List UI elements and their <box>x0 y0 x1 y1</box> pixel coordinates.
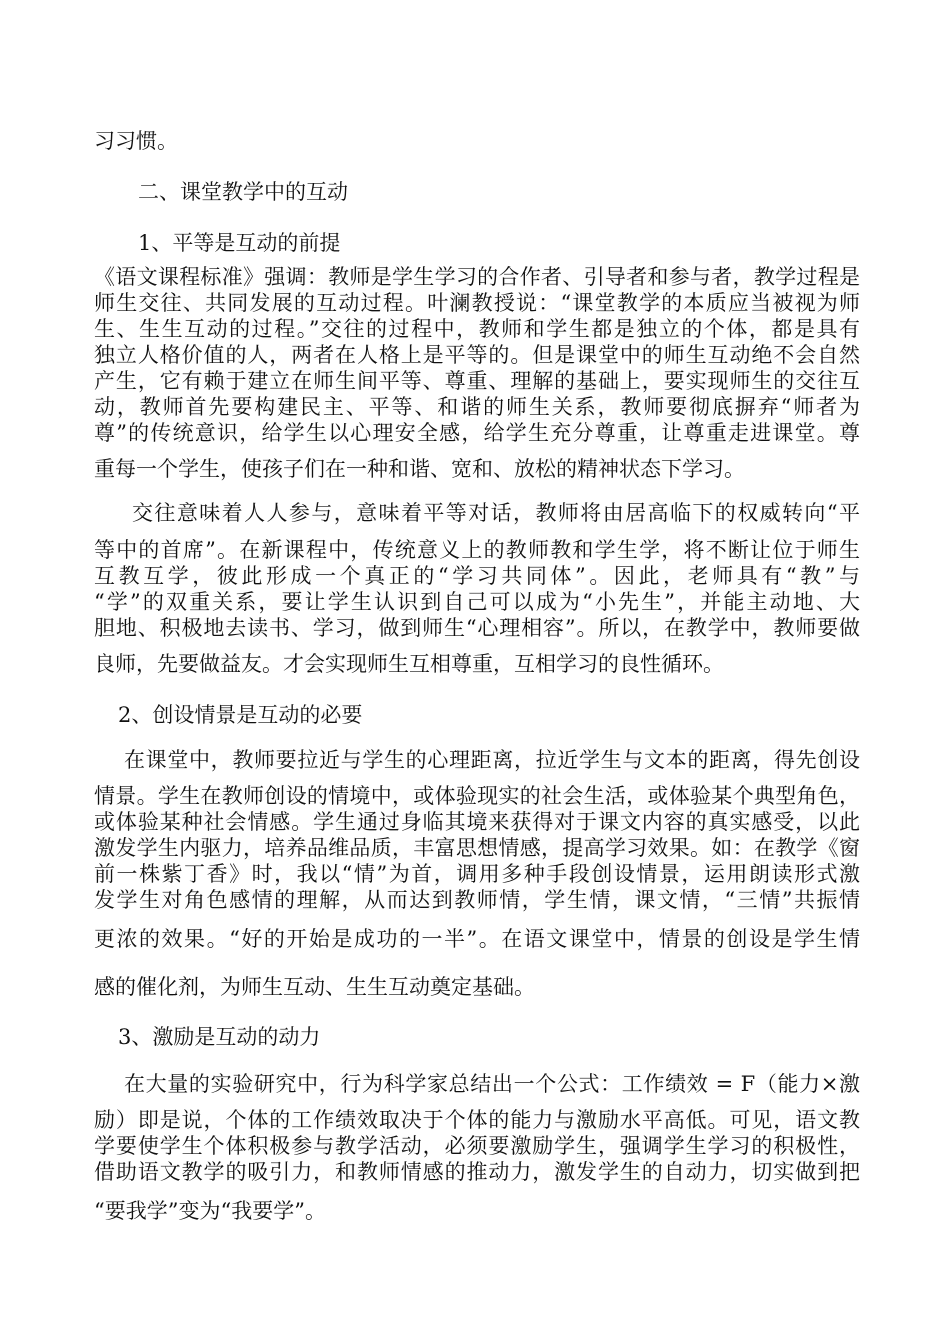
text-line: 前一株紫丁香》时，我以“情”为首，调用多种手段创设情景，运用朗读形式激 <box>94 862 860 886</box>
subsection-heading: 1、平等是互动的前提 <box>138 231 341 255</box>
text-line: 情景。学生在教师创设的情境中，或体验现实的社会生活，或体验某个典型角色， <box>94 784 860 808</box>
text-line: 习习惯。 <box>94 129 178 153</box>
text-line: “学”的双重关系，要让学生认识到自己可以成为“小先生”，并能主动地、大 <box>94 590 860 614</box>
section-heading: 二、课堂教学中的互动 <box>138 180 348 204</box>
text-line: 良师，先要做益友。才会实现师生互相尊重，互相学习的良性循环。 <box>94 652 724 676</box>
text-line: 尊”的传统意识，给学生以心理安全感，给学生充分尊重，让尊重走进课堂。尊 <box>94 421 860 445</box>
text-line: 师生交往、共同发展的互动过程。叶澜教授说：“课堂教学的本质应当被视为师 <box>94 291 860 315</box>
text-line: 更浓的效果。“好的开始是成功的一半”。在语文课堂中，情景的创设是学生情 <box>94 927 860 951</box>
text-line: 学要使学生个体积极参与教学活动，必须要激励学生，强调学生学习的积极性， <box>94 1134 860 1158</box>
text-line: 借助语文教学的吸引力，和教师情感的推动力，激发学生的自动力，切实做到把 <box>94 1160 860 1184</box>
text-line: 重每一个学生，使孩子们在一种和谐、宽和、放松的精神状态下学习。 <box>94 457 745 481</box>
text-line: 独立人格价值的人，两者在人格上是平等的。但是课堂中的师生互动绝不会自然 <box>94 343 860 367</box>
text-line: 产生，它有赖于建立在师生间平等、尊重、理解的基础上，要实现师生的交往互 <box>94 369 860 393</box>
text-line: “要我学”变为“我要学”。 <box>94 1199 326 1223</box>
text-line: 在课堂中，教师要拉近与学生的心理距离，拉近学生与文本的距离，得先创设 <box>124 748 860 772</box>
text-line: 激发学生内驱力，培养品维品质，丰富思想情感，提高学习效果。如：在教学《窗 <box>94 836 860 860</box>
text-line: 或体验某种社会情感。学生通过身临其境来获得对于课文内容的真实感受，以此 <box>94 810 860 834</box>
text-line: 励）即是说，个体的工作绩效取决于个体的能力与激励水平高低。可见，语文教 <box>94 1108 860 1132</box>
text-line: 交往意味着人人参与，意味着平等对话，教师将由居高临下的权威转向“平 <box>132 501 860 525</box>
text-line: 《语文课程标准》强调：教师是学生学习的合作者、引导者和参与者，教学过程是 <box>94 265 860 289</box>
subsection-heading: 3、激励是互动的动力 <box>118 1025 321 1049</box>
text-line: 胆地、积极地去读书、学习，做到师生“心理相容”。所以，在教学中，教师要做 <box>94 616 860 640</box>
text-line: 在大量的实验研究中，行为科学家总结出一个公式：工作绩效 = F（能力×激 <box>124 1072 860 1096</box>
text-line: 感的催化剂，为师生互动、生生互动奠定基础。 <box>94 975 535 999</box>
text-line: 等中的首席”。在新课程中，传统意义上的教师教和学生学，将不断让位于师生 <box>94 538 860 562</box>
subsection-heading: 2、创设情景是互动的必要 <box>118 703 363 727</box>
text-line: 互教互学，彼此形成一个真正的“学习共同体”。因此，老师具有“教”与 <box>94 564 860 588</box>
text-line: 发学生对角色感情的理解，从而达到教师情，学生情，课文情，“三情”共振情 <box>94 888 860 912</box>
text-line: 生、生生互动的过程。”交往的过程中，教师和学生都是独立的个体，都是具有 <box>94 317 860 341</box>
text-line: 动，教师首先要构建民主、平等、和谐的师生关系，教师要彻底摒弃“师者为 <box>94 395 860 419</box>
